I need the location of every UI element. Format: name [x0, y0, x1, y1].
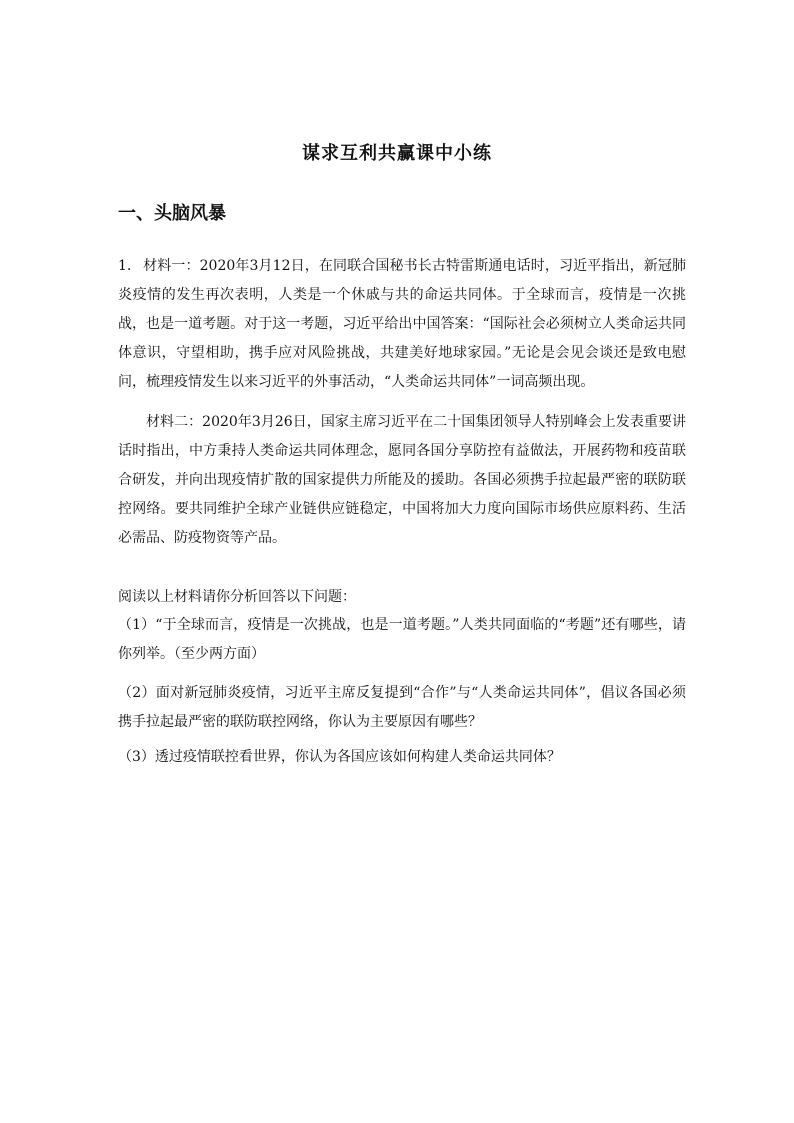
question-1: （1）“于全球而言，疫情是一次挑战，也是一道考题。”人类共同面临的“考题”还有哪些，请你列举。（至少两方面）: [118, 617, 686, 662]
question-3: （3）透过疫情联控看世界，你认为各国应该如何构建人类命运共同体？: [118, 749, 561, 765]
document-title: 谋求互利共赢课中小练: [302, 143, 492, 164]
material-two-paragraph: 材料二：2020年3月26日，国家主席习近平在二十国集团领导人特别峰会上发表重要讲话时指出，中方秉持人类命运共同体理念，愿同各国分享防控有益做法，开展药物和疫苗联合研发，并向出现疫情扩散的国家提供力所能及的援助。各国必须携手拉起最严密的联防联控网络。要共同维护全球产业链供应链稳定，中国将加大力度向国际市场供应原料药、生活必需品、防疫物资等产品。: [118, 414, 686, 546]
material-one-text: 材料一：2020年3月12日，在同联合国秘书长古特雷斯通电话时，习近平指出，新冠肺炎疫情的发生再次表明，人类是一个休戚与共的命运共同体。于全球而言，疫情是一次挑战，也是一道考题。对于这一考题，习近平给出中国答案：“国际社会必须树立人类命运共同体意识，守望相助，携手应对风险挑战，共建美好地球家园。”无论是会见会谈还是致电慰问，梳理疫情发生以来习近平的外事活动，“人类命运共同体”一词高频出现。: [118, 258, 686, 390]
material-one-paragraph: [118, 252, 686, 397]
question-2: （2）面对新冠肺炎疫情，习近平主席反复提到“合作”与“人类命运共同体”，倡议各国必须携手拉起最严密的联防联控网络，你认为主要原因有哪些？: [118, 685, 686, 730]
section-heading: 一、头脑风暴: [118, 203, 226, 224]
question-prompt: 阅读以上材料请你分析回答以下问题：: [118, 589, 356, 605]
item-number: 1．: [118, 258, 142, 274]
